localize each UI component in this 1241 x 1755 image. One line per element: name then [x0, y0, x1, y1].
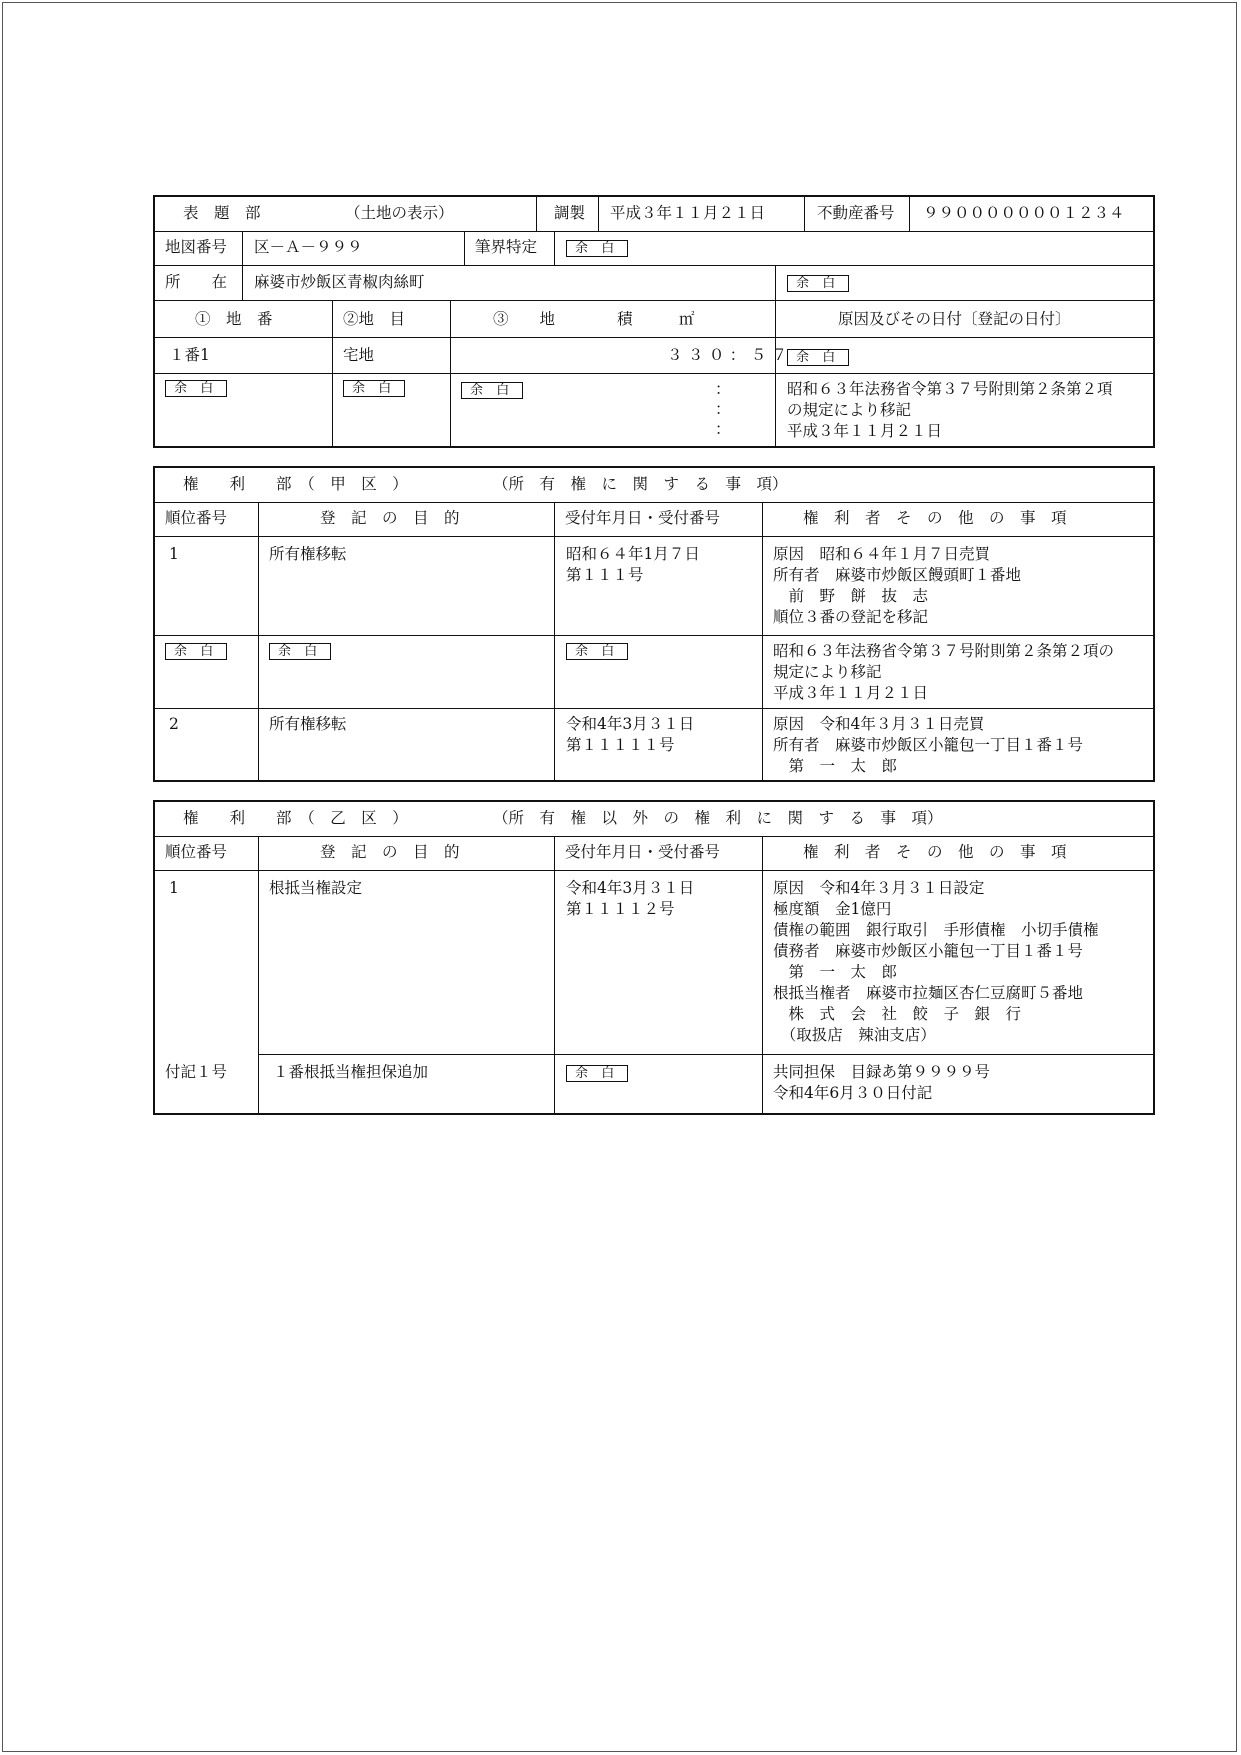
kou-entry-1-kenrisha: 原因 昭和６４年１月７日売買 所有者 麻婆市炒飯区饅頭町１番地 前 野 餅 抜 志 順位３番の登記を移記	[773, 545, 1022, 626]
col-chimoku: ②地 目	[343, 310, 406, 328]
yohaku-stamp: 余 白	[566, 643, 628, 660]
otsu-entry-2-mokuteki: １番根抵当権担保追加	[273, 1063, 429, 1081]
header-mokuteki: 登 記 の 目 的	[320, 509, 460, 527]
yohaku-stamp: 余 白	[461, 382, 523, 399]
kou-entry-2-juni: 2	[169, 715, 179, 733]
yohaku-stamp: 余 白	[269, 643, 331, 660]
header-uketsuke: 受付年月日・受付番号	[565, 843, 721, 861]
col-chiseki: ③ 地 積 ㎡	[493, 310, 695, 328]
fudosan-number: ９９０００００００１２３４	[923, 204, 1125, 222]
hyodai-title: 表 題 部	[183, 204, 261, 222]
header-mokuteki: 登 記 の 目 的	[320, 843, 460, 861]
otsu-entry-2-juni: 付記１号	[165, 1063, 228, 1081]
chizu-number: 区－Ａ－９９９	[254, 238, 363, 256]
yohaku-stamp: 余 白	[787, 275, 849, 292]
chosei-date: 平成３年１１月２１日	[610, 204, 766, 222]
shozai-value: 麻婆市炒飯区青椒肉絲町	[254, 273, 425, 291]
yohaku-stamp: 余 白	[343, 380, 405, 397]
continuation-dots: ： ： ：	[715, 380, 731, 438]
yohaku-stamp: 余 白	[165, 643, 227, 660]
row1-chiseki: ３３０：５７	[667, 346, 793, 364]
kou-entry-1-juni: 1	[169, 545, 179, 563]
chizu-label: 地図番号	[165, 238, 228, 256]
otsu-entry-1-uketsuke: 令和4年3月３１日 第１１１１２号	[566, 879, 695, 918]
otsu-entry-1-kenrisha: 原因 令和4年３月３１日設定 極度額 金1億円 債権の範囲 銀行取引 手形債権 小切手債権 債務者 麻婆市炒飯区小籠包一丁目１番１号 第 一 太 郎 根抵当権者 麻婆市拉麺区杏仁豆腐町５番地 株 式 会 社 餃 子 銀 行 （取扱店 辣油支店）	[773, 879, 1099, 1044]
otsu-title: 権 利 部 （ 乙 区 ）	[183, 809, 408, 827]
yohaku-stamp: 余 白	[566, 1065, 628, 1082]
kou-entry-1-mokuteki: 所有権移転	[269, 545, 347, 563]
kou-title: 権 利 部 （ 甲 区 ）	[183, 475, 408, 493]
col-genin: 原因及びその日付〔登記の日付〕	[838, 310, 1071, 328]
kou-entry-2-uketsuke: 令和4年3月３１日 第１１１１１号	[566, 715, 695, 754]
fudosan-label: 不動産番号	[817, 204, 895, 222]
hikkai-label: 筆界特定	[475, 238, 538, 256]
kou-entry-ikou-kenrisha: 昭和６３年法務省令第３７号附則第２条第２項の 規定により移記 平成３年１１月２１日	[773, 642, 1115, 702]
row1-chiban: １番1	[169, 346, 210, 364]
otsu-subtitle: （所 有 権 以 外 の 権 利 に 関 す る 事 項）	[493, 809, 943, 827]
row2-genin: 昭和６３年法務省令第３７号附則第２条第２項 の規定により移記 平成３年１１月２１日	[787, 380, 1113, 440]
otsu-entry-2-kenrisha: 共同担保 目録あ第９９９９号 令和4年6月３０日付記	[773, 1063, 991, 1102]
kou-entry-2-kenrisha: 原因 令和4年３月３１日売買 所有者 麻婆市炒飯区小籠包一丁目１番１号 第 一 太 郎	[773, 715, 1084, 775]
header-uketsuke: 受付年月日・受付番号	[565, 509, 721, 527]
otsu-entry-1-mokuteki: 根抵当権設定	[269, 879, 363, 897]
header-juni: 順位番号	[165, 843, 228, 861]
shozai-label: 所 在	[165, 273, 228, 291]
chosei-label: 調製	[554, 204, 586, 222]
hyodai-section	[153, 195, 1155, 448]
yohaku-stamp: 余 白	[566, 240, 628, 257]
header-juni: 順位番号	[165, 509, 228, 527]
otsu-section	[153, 800, 1155, 1115]
header-kenrisha: 権 利 者 そ の 他 の 事 項	[803, 509, 1067, 527]
hyodai-subtitle: （土地の表示）	[345, 204, 454, 222]
col-chiban: ① 地 番	[195, 310, 273, 328]
kou-subtitle: （所 有 権 に 関 す る 事 項）	[493, 475, 788, 493]
kou-section	[153, 466, 1155, 782]
row1-chimoku: 宅地	[343, 346, 375, 364]
kou-entry-1-uketsuke: 昭和６４年1月７日 第１１１号	[566, 545, 700, 584]
yohaku-stamp: 余 白	[787, 349, 849, 366]
yohaku-stamp: 余 白	[165, 380, 227, 397]
header-kenrisha: 権 利 者 そ の 他 の 事 項	[803, 843, 1067, 861]
kou-entry-2-mokuteki: 所有権移転	[269, 715, 347, 733]
otsu-entry-1-juni: 1	[169, 879, 179, 897]
